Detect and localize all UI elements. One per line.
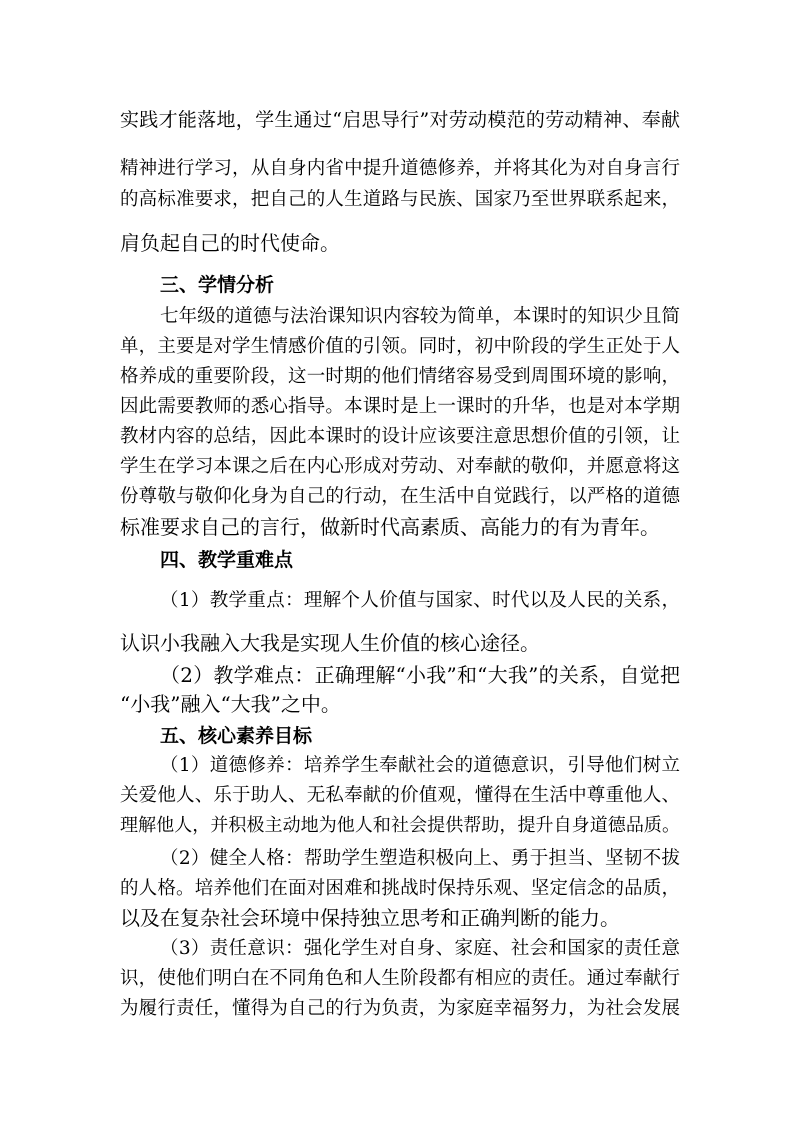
section5-line-7: （3）责任意识：强化学生对自身、家庭、社会和国家的责任意 bbox=[160, 938, 680, 959]
intro-line-2: 精神进行学习，从自身内省中提升道德修养，并将其化为对自身言行 bbox=[120, 158, 680, 179]
section5-line-2: 关爱他人、乐于助人、无私奉献的价值观，懂得在生活中尊重他人、 bbox=[120, 785, 680, 806]
intro-line-4: 肩负起自己的时代使命。 bbox=[120, 231, 340, 255]
section4-line-2: 认识小我融入大我是实现人生价值的核心途径。 bbox=[120, 631, 540, 655]
section5-line-3: 理解他人，并积极主动地为他人和社会提供帮助，提升自身道德品质。 bbox=[120, 815, 680, 836]
section5-line-8: 识，使他们明白在不同角色和人生阶段都有相应的责任。通过奉献行 bbox=[120, 968, 680, 989]
section3-line-8: 标准要求自己的言行，做新时代高素质、高能力的有为青年。 bbox=[120, 515, 660, 539]
section3-line-7: 份尊敬与敬仰化身为自己的行动，在生活中自觉践行，以严格的道德 bbox=[120, 486, 680, 507]
section-heading-learning-analysis: 三、学情分析 bbox=[160, 274, 275, 296]
section5-line-4: （2）健全人格：帮助学生塑造积极向上、勇于担当、坚韧不拔 bbox=[160, 848, 680, 869]
intro-line-1: 实践才能落地，学生通过“启思导行”对劳动模范的劳动精神、奉献 bbox=[120, 109, 680, 131]
section4-line-3: （2）教学难点：正确理解“小我”和“大我”的关系，自觉把 bbox=[160, 663, 680, 687]
section5-line-5: 的人格。培养他们在面对困难和挑战时保持乐观、坚定信念的品质， bbox=[120, 878, 680, 899]
section5-line-9: 为履行责任，懂得为自己的行为负责，为家庭幸福努力，为社会发展 bbox=[120, 998, 680, 1019]
section3-line-6: 学生在学习本课之后在内心形成对劳动、对奉献的敬仰，并愿意将这 bbox=[120, 456, 680, 477]
section-heading-key-points: 四、教学重难点 bbox=[160, 549, 294, 571]
section5-line-6: 以及在复杂社会环境中保持独立思考和正确判断的能力。 bbox=[120, 906, 620, 930]
section-heading-core-literacy: 五、核心素养目标 bbox=[160, 725, 313, 747]
section3-line-2: 单，主要是对学生情感价值的引领。同时，初中阶段的学生正处于人 bbox=[120, 336, 680, 357]
intro-line-3: 的高标准要求，把自己的人生道路与民族、国家乃至世界联系起来， bbox=[120, 189, 680, 210]
section3-line-4: 因此需要教师的悉心指导。本课时是上一课时的升华，也是对本学期 bbox=[120, 396, 680, 417]
section4-line-4: “小我”融入“大我”之中。 bbox=[120, 692, 341, 716]
section3-line-3: 格养成的重要阶段，这一时期的他们情绪容易受到周围环境的影响， bbox=[120, 366, 680, 387]
section5-line-1: （1）道德修养：培养学生奉献社会的道德意识，引导他们树立 bbox=[160, 755, 680, 776]
section3-line-5: 教材内容的总结，因此本课时的设计应该要注意思想价值的引领，让 bbox=[120, 426, 680, 447]
section3-line-1: 七年级的道德与法治课知识内容较为简单，本课时的知识少且简 bbox=[160, 306, 680, 327]
section4-line-1: （1）教学重点：理解个人价值与国家、时代以及人民的关系， bbox=[160, 590, 680, 611]
